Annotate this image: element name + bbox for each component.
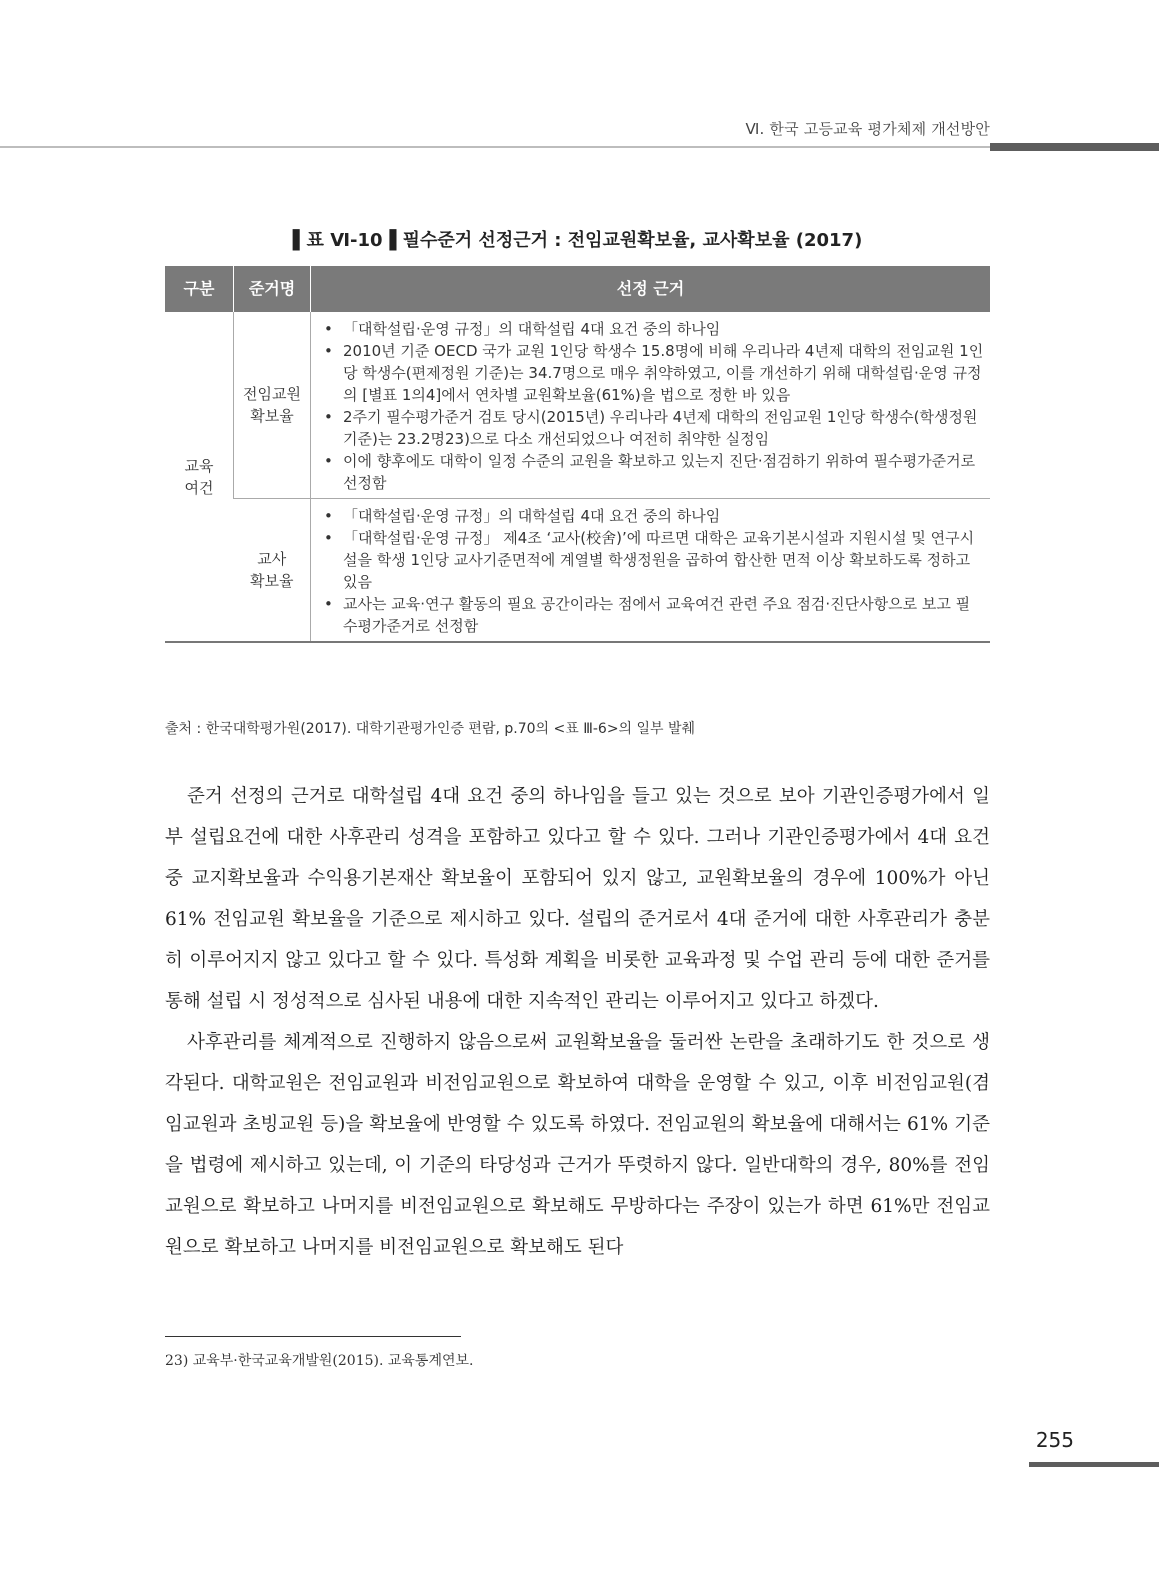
list-item: • 2주기 필수평가준거 검토 당시(2015년) 우리나라 4년제 대학의 전임교원 1인당 학생수(학생정원 기준)는 23.2명23)으로 다소 개선되었으나 여전히 취약한 실정임 <box>321 406 984 450</box>
list-item: • 교사는 교육·연구 활동의 필요 공간이라는 점에서 교육여건 관련 주요 점검·진단사항으로 보고 필수평가준거로 선정함 <box>321 593 984 637</box>
header-rule-accent <box>990 143 1159 151</box>
footer-rule <box>1029 1462 1159 1467</box>
header-criterion: 준거명 <box>234 266 311 312</box>
footnote: 23) 교육부·한국교육개발원(2015). 교육통계연보. <box>165 1353 474 1369</box>
criterion-label: 교사 확보율 <box>250 550 294 590</box>
basis-list <box>321 318 984 494</box>
criteria-table <box>165 266 990 643</box>
criterion-label: 전임교원 확보율 <box>243 385 301 425</box>
category-cell <box>165 312 234 642</box>
table-source: 출처 : 한국대학평가원(2017). 대학기관평가인증 편람, p.70의 <표 Ⅲ-6>의 일부 발췌 <box>165 721 696 737</box>
list-item: • 「대학설립·운영 규정」의 대학설립 4대 요건 중의 하나임 <box>321 318 984 340</box>
body-paragraph: 사후관리를 체계적으로 진행하지 않음으로써 교원확보율을 둘러싼 논란을 초래하기도 한 것으로 생각된다. 대학교원은 전임교원과 비전임교원으로 확보하여 대학을 운영할 수 있고, 이후 비전임교원(겸임교원과 초빙교원 등)을 확보율에 반영할 수 있도록 하였다. 전임교원의 확보율에 대해서는 61% 기준을 법령에 제시하고 있는데, 이 기준의 타당성과 근거가 뚜렷하지 않다. 일반대학의 경우, 80%를 전임교원으로 확보하고 나머지를 비전임교원으로 확보해도 무방하다는 주장이 있는가 하면 61%만 전임교원으로 확보하고 나머지를 비전임교원으로 확보해도 된다 <box>165 1032 990 1258</box>
list-item: • 이에 향후에도 대학이 일정 수준의 교원을 확보하고 있는지 진단·점검하기 위하여 필수평가준거로 선정함 <box>321 450 984 494</box>
criterion-cell <box>234 499 311 643</box>
header-rule <box>0 146 990 148</box>
header-category: 구분 <box>165 266 234 312</box>
body-paragraph: 준거 선정의 근거로 대학설립 4대 요건 중의 하나임을 들고 있는 것으로 보아 기관인증평가에서 일부 설립요건에 대한 사후관리 성격을 포함하고 있다고 할 수 있다. 그러나 기관인증평가에서 4대 요건 중 교지확보율과 수익용기본재산 확보율이 포함되어 있지 않고, 교원확보율의 경우에 100%가 아닌 61% 전임교원 확보율을 기준으로 제시하고 있다. 설립의 준거로서 4대 준거에 대한 사후관리가 충분히 이루어지지 않고 있다고 할 수 있다. 특성화 계획을 비롯한 교육과정 및 수업 관리 등에 대한 준거를 통해 설립 시 정성적으로 심사된 내용에 대한 지속적인 관리는 이루어지고 있다고 하겠다. <box>165 786 990 1012</box>
list-item: • 2010년 기준 OECD 국가 교원 1인당 학생수 15.8명에 비해 우리나라 4년제 대학의 전임교원 1인당 학생수(편제정원 기준)는 34.7명으로 매우 취약하였고, 이를 개선하기 위해 대학설립·운영 규정의 [별표 1의4]에서 연차별 교원확보율(61%)을 법으로 정한 바 있음 <box>321 340 984 406</box>
table-row <box>165 499 990 643</box>
body-text <box>165 776 990 1268</box>
category-label: 교육 여건 <box>184 456 214 497</box>
basis-cell <box>311 499 991 643</box>
footnote-rule <box>165 1336 461 1337</box>
header-basis: 선정 근거 <box>311 266 991 312</box>
basis-list <box>321 505 984 637</box>
table-row <box>165 312 990 499</box>
criterion-cell <box>234 312 311 499</box>
table-header-row <box>165 266 990 312</box>
list-item: • 「대학설립·운영 규정」의 대학설립 4대 요건 중의 하나임 <box>321 505 984 527</box>
page-number: 255 <box>1035 1428 1074 1452</box>
basis-cell <box>311 312 991 499</box>
table-title: ▌표 Ⅵ-10▐ 필수준거 선정근거 : 전임교원확보율, 교사확보율 (2017) <box>292 230 863 251</box>
list-item: • 「대학설립·운영 규정」 제4조 ‘교사(校舍)’에 따르면 대학은 교육기본시설과 지원시설 및 연구시설을 학생 1인당 교사기준면적에 계열별 학생정원을 곱하여 합산한 면적 이상 확보하도록 정하고 있음 <box>321 527 984 593</box>
running-header: Ⅵ. 한국 고등교육 평가체제 개선방안 <box>745 120 990 138</box>
